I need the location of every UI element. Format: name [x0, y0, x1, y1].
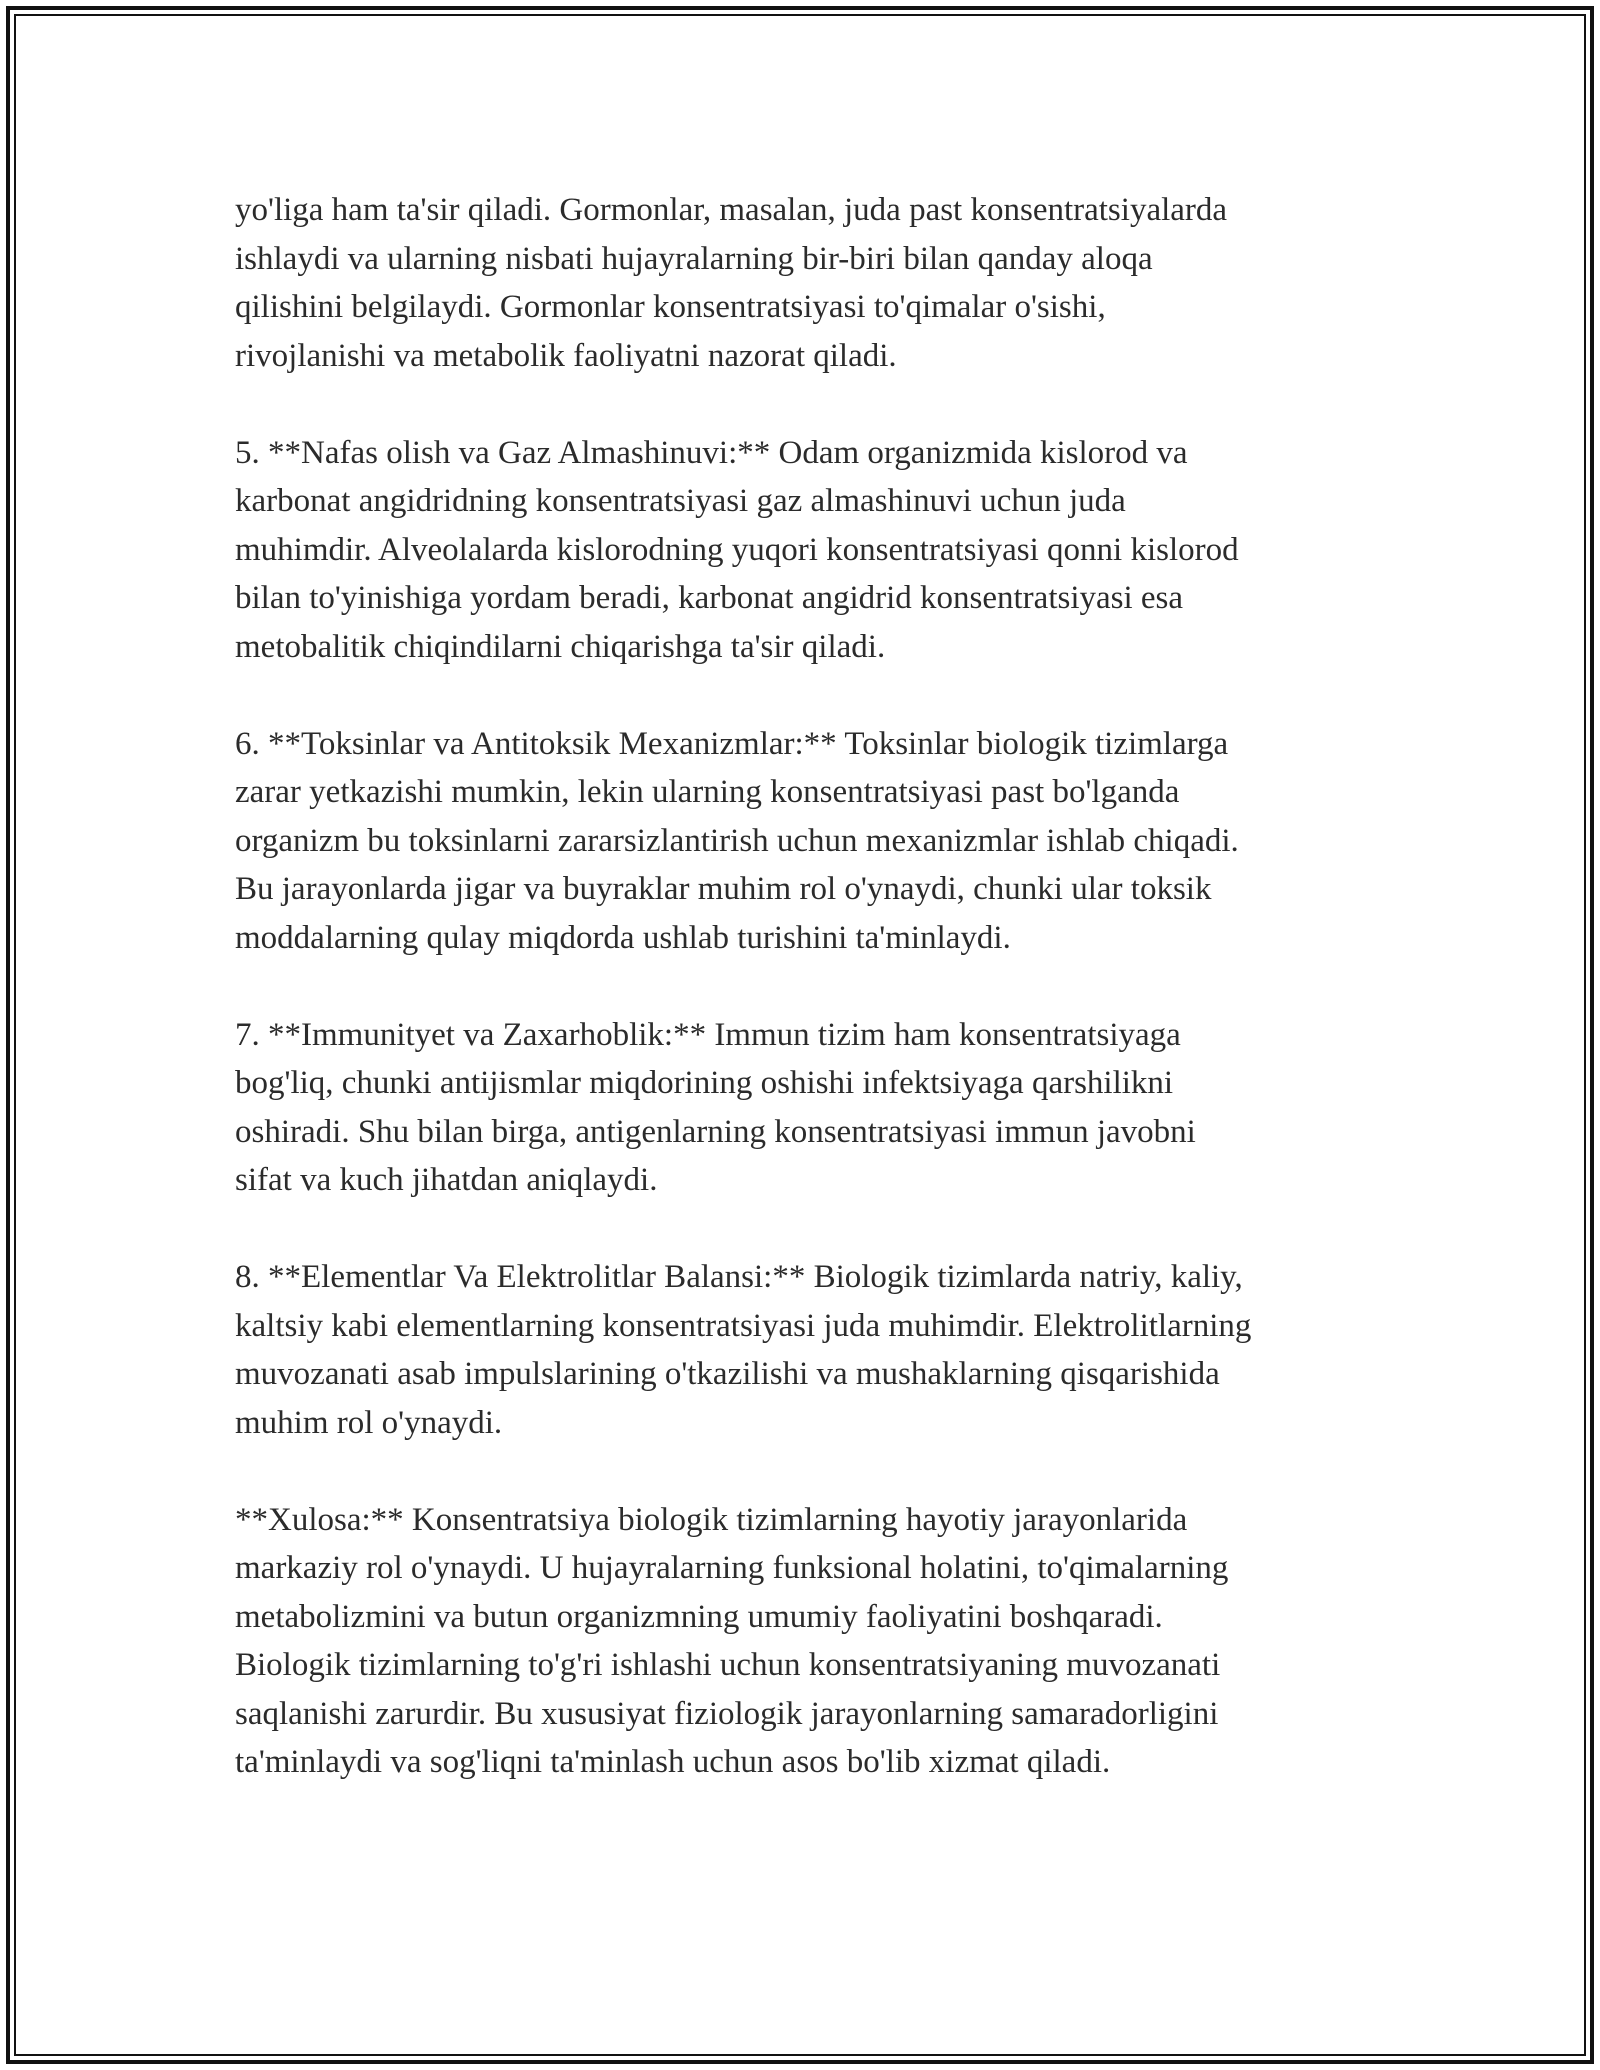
text-line: **Xulosa:** Konsentratsiya biologik tizimlarning hayotiy jarayonlarida	[235, 1501, 1188, 1538]
paragraph-hormones-continued	[235, 186, 1385, 380]
text-line: karbonat angidridning konsentratsiyasi gaz almashinuvi uchun juda	[235, 483, 1126, 519]
paragraph-immunity	[235, 1011, 1385, 1205]
text-line: Biologik tizimlarning to'g'ri ishlashi uchun konsentratsiyaning muvozanati	[235, 1647, 1221, 1683]
text-line: ta'minlaydi va sog'liqni ta'minlash uchun asos bo'lib xizmat qiladi.	[235, 1744, 1111, 1780]
text-line: 8. **Elementlar Va Elektrolitlar Balansi:** Biologik tizimlarda natriy, kaliy,	[235, 1259, 1243, 1295]
text-line: moddalarning qulay miqdorda ushlab turishini ta'minlaydi.	[235, 919, 1011, 956]
text-line: muhimdir. Alveolalarda kislorodning yuqori konsentratsiyasi qonni kislorod	[235, 531, 1239, 568]
text-line: sifat va kuch jihatdan aniqlaydi.	[235, 1162, 658, 1198]
text-line: bog'liq, chunki antijismlar miqdorining oshishi infektsiyaga qarshilikni	[235, 1065, 1174, 1101]
paragraph-respiration	[235, 429, 1385, 672]
text-line: yo'liga ham ta'sir qiladi. Gormonlar, masalan, juda past konsentratsiyalarda	[235, 192, 1228, 228]
text-line: oshiradi. Shu bilan birga, antigenlarning konsentratsiyasi immun javobni	[235, 1113, 1196, 1150]
text-line: 5. **Nafas olish va Gaz Almashinuvi:** Odam organizmida kislorod va	[235, 434, 1188, 471]
text-line: kaltsiy kabi elementlarning konsentratsiyasi juda muhimdir. Elektrolitlarning	[235, 1307, 1252, 1344]
text-line: ishlaydi va ularning nisbati hujayralarning bir-biri bilan qanday aloqa	[235, 240, 1153, 277]
paragraph-toxins	[235, 720, 1385, 963]
text-line: saqlanishi zarurdir. Bu xususiyat fiziologik jarayonlarning samaradorligini	[235, 1695, 1219, 1732]
text-line: bilan to'yinishiga yordam beradi, karbonat angidrid konsentratsiyasi esa	[235, 580, 1184, 616]
text-line: muvozanati asab impulslarining o'tkazilishi va mushaklarning qisqarishida	[235, 1356, 1220, 1392]
text-line: 6. **Toksinlar va Antitoksik Mexanizmlar:** Toksinlar biologik tizimlarga	[235, 725, 1229, 762]
text-line: rivojlanishi va metabolik faoliyatni nazorat qiladi.	[235, 337, 897, 374]
text-line: metabolizmini va butun organizmning umumiy faoliyatini boshqaradi.	[235, 1598, 1163, 1635]
paragraph-electrolytes	[235, 1253, 1385, 1447]
paragraph-conclusion	[235, 1496, 1385, 1787]
text-line: metobalitik chiqindilarni chiqarishga ta'sir qiladi.	[235, 628, 886, 665]
text-line: organizm bu toksinlarni zararsizlantirish uchun mexanizmlar ishlab chiqadi.	[235, 822, 1239, 859]
text-line: Bu jarayonlarda jigar va buyraklar muhim rol o'ynaydi, chunki ular toksik	[235, 871, 1212, 907]
text-line: markaziy rol o'ynaydi. U hujayralarning funksional holatini, to'qimalarning	[235, 1550, 1229, 1586]
text-line: 7. **Immunityet va Zaxarhoblik:** Immun tizim ham konsentratsiyaga	[235, 1016, 1181, 1053]
text-line: qilishini belgilaydi. Gormonlar konsentratsiyasi to'qimalar o'sishi,	[235, 289, 1106, 325]
text-line: zarar yetkazishi mumkin, lekin ularning konsentratsiyasi past bo'lganda	[235, 774, 1180, 810]
text-line: muhim rol o'ynaydi.	[235, 1404, 503, 1441]
document-body	[235, 186, 1385, 1787]
